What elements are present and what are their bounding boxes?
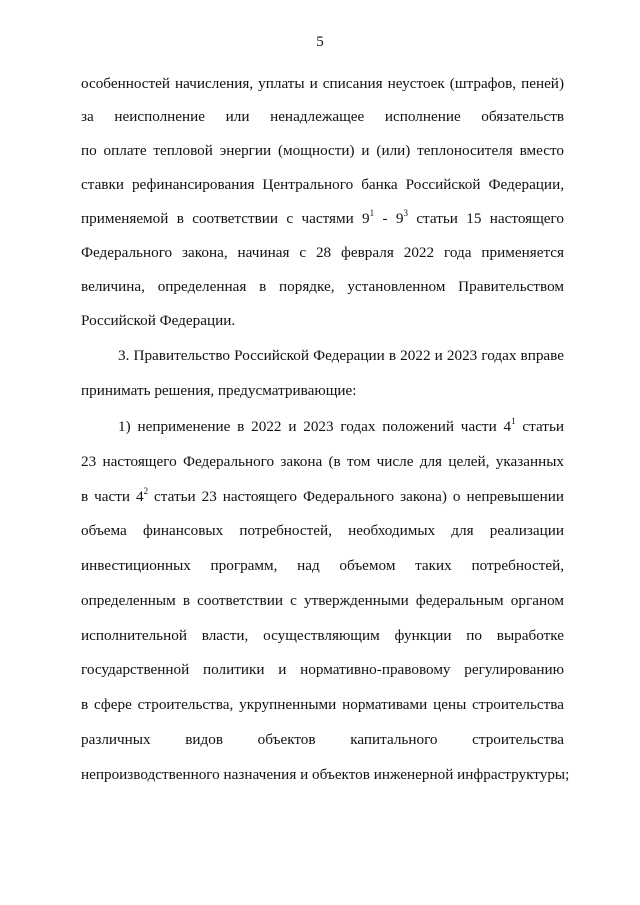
paragraph-3-line-3: в части $4^2$ статьи 23 настоящего Федерального закона) о непревышении — [81, 485, 565, 505]
paragraph-3-line-11: непроизводственного назначения и объектов инженерной инфраструктуры; — [81, 766, 570, 783]
paragraph-3-line-4: объема финансовых потребностей, необходимых для реализации — [81, 522, 564, 539]
paragraph-3-line-10: различных видов объектов капитального строительства — [81, 731, 564, 748]
paragraph-3-line-5: инвестиционных программ, над объемом таких потребностей, — [81, 557, 564, 574]
paragraph-1-line-2: за неисполнение или ненадлежащее исполнение обязательств — [81, 108, 564, 125]
paragraph-1-line-8: Российской Федерации. — [81, 312, 236, 329]
paragraph-3-line-7: исполнительной власти, осуществляющим функции по выработке — [81, 627, 564, 644]
paragraph-3-line-2: 23 настоящего Федерального закона (в том числе для целей, указанных — [81, 453, 564, 470]
page-number: 5 — [316, 34, 324, 50]
paragraph-3-line-1: 1) неприменение в 2022 и 2023 годах положений части $4^1$ статьи — [118, 415, 564, 435]
paragraph-2-line-1: 3. Правительство Российской Федерации в 2022 и 2023 годах вправе — [118, 347, 564, 364]
paragraph-1-line-4: ставки рефинансирования Центрального банка Российской Федерации, — [81, 176, 564, 193]
superscript: 3 — [403, 207, 408, 218]
paragraph-3-line-8: государственной политики и нормативно-правовому регулированию — [81, 661, 564, 678]
paragraph-2-line-2: принимать решения, предусматривающие: — [81, 382, 357, 399]
paragraph-3-line-9: в сфере строительства, укрупненными нормативами цены строительства — [81, 696, 564, 713]
paragraph-1-line-6: Федерального закона, начиная с 28 февраля 2022 года применяется — [81, 244, 564, 261]
paragraph-1-line-3: по оплате тепловой энергии (мощности) и (или) теплоносителя вместо — [81, 142, 564, 159]
superscript: 1 — [369, 207, 375, 218]
superscript: 1 — [511, 415, 516, 426]
paragraph-1-line-5: применяемой в соответствии с частями $9^1 - 9^3$ статьи 15 настоящего — [81, 207, 564, 227]
paragraph-1-line-7: величина, определенная в порядке, установленном Правительством — [81, 278, 564, 295]
superscript: 2 — [143, 485, 149, 496]
paragraph-3-line-6: определенным в соответствии с утвержденными федеральным органом — [81, 592, 564, 609]
paragraph-1-line-1: особенностей начисления, уплаты и списания неустоек (штрафов, пеней) — [81, 75, 564, 92]
